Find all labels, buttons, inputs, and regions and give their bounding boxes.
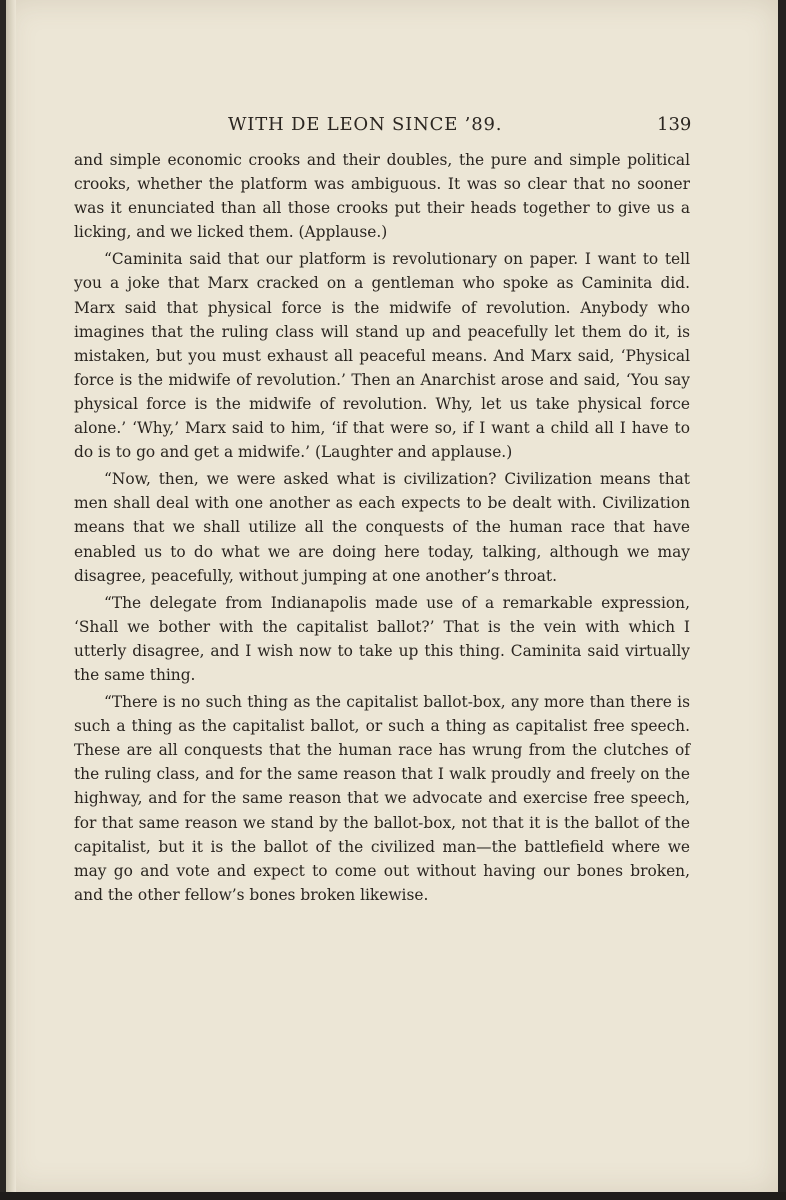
running-head: WITH DE LEON SINCE ’89. xyxy=(228,114,503,135)
scan-border-right xyxy=(778,0,786,1200)
paragraph-1: and simple economic crooks and their doubles, the pure and simple political crooks, whether the platform was ambiguous. It was so clear that no sooner was it enunciated than all those crooks put their heads together to give us a licking, and we licked them. (Applause.) xyxy=(74,151,690,242)
paragraph-5: “There is no such thing as the capitalist ballot-box, any more than there is such a thing as the capitalist ballot, or such a thing as capitalist free speech. These are all conquests that the human race has wrung from the clutches of the ruling class, and for the same reason that I walk proudly and freely on the highway, and for the same reason that we advocate and exercise free speech, for that same reason we stand by the ballot-box, not that it is the ballot of the capitalist, but it is the ballot of the civilized man—the battlefield where we may go and vote and expect to come out without having our bones broken, and the other fellow’s bones broken likewise. xyxy=(74,693,690,904)
page-gutter-shadow xyxy=(6,0,16,1192)
body-text xyxy=(74,148,690,907)
paragraph-3: “Now, then, we were asked what is civilization? Civilization means that men shall deal with one another as each expects to be dealt with. Civilization means that we shall utilize all the conquests of the human race that have enabled us to do what we are doing here today, talking, although we may disagree, peacefully, without jumping at one another’s throat. xyxy=(74,470,690,585)
page-header xyxy=(6,114,778,140)
book-page xyxy=(6,0,778,1192)
paragraph-2: “Caminita said that our platform is revolutionary on paper. I want to tell you a joke that Marx cracked on a gentleman who spoke as Caminita did. Marx said that physical force is the midwife of revolution. Anybody who imagines that the ruling class will stand up and peacefully let them do it, is mistaken, but you must exhaust all peaceful means. And Marx said, ‘Physical force is the midwife of revolution.’ Then an Anarchist arose and said, ‘You say physical force is the midwife of revolution. Why, let us take physical force alone.’ ‘Why,’ Marx said to him, ‘if that were so, if I want a child all I have to do is to go and get a midwife.’ (Laughter and applause.) xyxy=(74,250,690,462)
paragraph-4: “The delegate from Indianapolis made use of a remarkable expression, ‘Shall we bother with the capitalist ballot?’ That is the vein with which I utterly disagree, and I wish now to take up this thing. Caminita said virtually the same thing. xyxy=(74,593,690,684)
scan-border-bottom xyxy=(0,1192,786,1200)
page-number: 139 xyxy=(657,114,692,135)
